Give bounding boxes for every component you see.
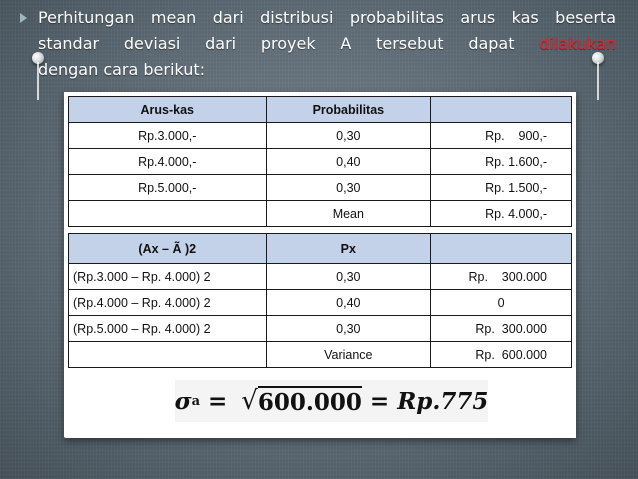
cell-px: 0,30: [266, 264, 431, 290]
cell-empty: [69, 201, 267, 227]
mean-table-header: [69, 97, 572, 123]
cell-mean-label: Mean: [266, 201, 431, 227]
cell-deviation: (Rp.5.000 – Rp. 4.000) 2: [69, 316, 267, 342]
intro-paragraph: [38, 5, 616, 83]
intro-line-2: [38, 31, 616, 57]
intro-line-3: dengan cara berikut:: [38, 60, 205, 79]
cell-mean-value: Rp. 4.000,-: [431, 201, 572, 227]
table-row: [69, 123, 572, 149]
cell-probabilitas: 0,30: [266, 123, 431, 149]
cell-weighted: Rp. 300.000: [431, 264, 572, 290]
cell-probabilitas: 0,30: [266, 175, 431, 201]
intro-line-1: Perhitungan mean dari distribusi probabilitas arus kas beserta: [38, 8, 616, 27]
highlight-word: dilakukan: [539, 34, 616, 53]
cell-deviation: (Rp.4.000 – Rp. 4.000) 2: [69, 290, 267, 316]
header-arus-kas: Arus-kas: [69, 97, 267, 123]
variance-table-header: [69, 234, 572, 264]
cell-weighted: Rp. 300.000: [431, 316, 572, 342]
variance-table: [68, 233, 572, 368]
intro-line-2-main: standar deviasi dari proyek A tersebut dapat: [38, 34, 515, 53]
mean-table: [68, 96, 572, 227]
std-dev-formula: [175, 380, 488, 422]
cell-arus-kas: Rp.4.000,-: [69, 149, 267, 175]
cell-weighted: 0: [431, 290, 572, 316]
table-row: [69, 316, 572, 342]
cell-deviation: (Rp.3.000 – Rp. 4.000) 2: [69, 264, 267, 290]
equals-sign: =: [208, 387, 228, 415]
sqrt-icon: √: [241, 386, 258, 416]
formula-result: Rp.775: [397, 387, 489, 415]
equals-sign-2: =: [369, 387, 390, 415]
table-row: [69, 175, 572, 201]
radicand: 600.000: [258, 386, 362, 416]
table-row-total: [69, 201, 572, 227]
table-row: [69, 264, 572, 290]
cell-arus-kas: Rp.3.000,-: [69, 123, 267, 149]
table-row-total: [69, 342, 572, 368]
cell-px: 0,30: [266, 316, 431, 342]
table-row: [69, 149, 572, 175]
sigma-subscript: a: [191, 393, 201, 409]
cell-product: Rp. 1.600,-: [431, 149, 572, 175]
sigma-symbol: σ: [174, 387, 192, 415]
cell-px: 0,40: [266, 290, 431, 316]
cell-variance-label: Variance: [266, 342, 431, 368]
table-row: [69, 290, 572, 316]
cell-product: Rp. 1.500,-: [431, 175, 572, 201]
header-blank: [431, 97, 572, 123]
cell-probabilitas: 0,40: [266, 149, 431, 175]
bullet-icon: [20, 13, 27, 23]
cell-arus-kas: Rp.5.000,-: [69, 175, 267, 201]
header-deviation: (Ax – Ã )2: [69, 234, 267, 264]
cell-variance-value: Rp. 600.000: [431, 342, 572, 368]
cell-product: Rp. 900,-: [431, 123, 572, 149]
header-blank: [431, 234, 572, 264]
cell-empty: [69, 342, 267, 368]
header-px: Px: [266, 234, 431, 264]
header-probabilitas: Probabilitas: [266, 97, 431, 123]
